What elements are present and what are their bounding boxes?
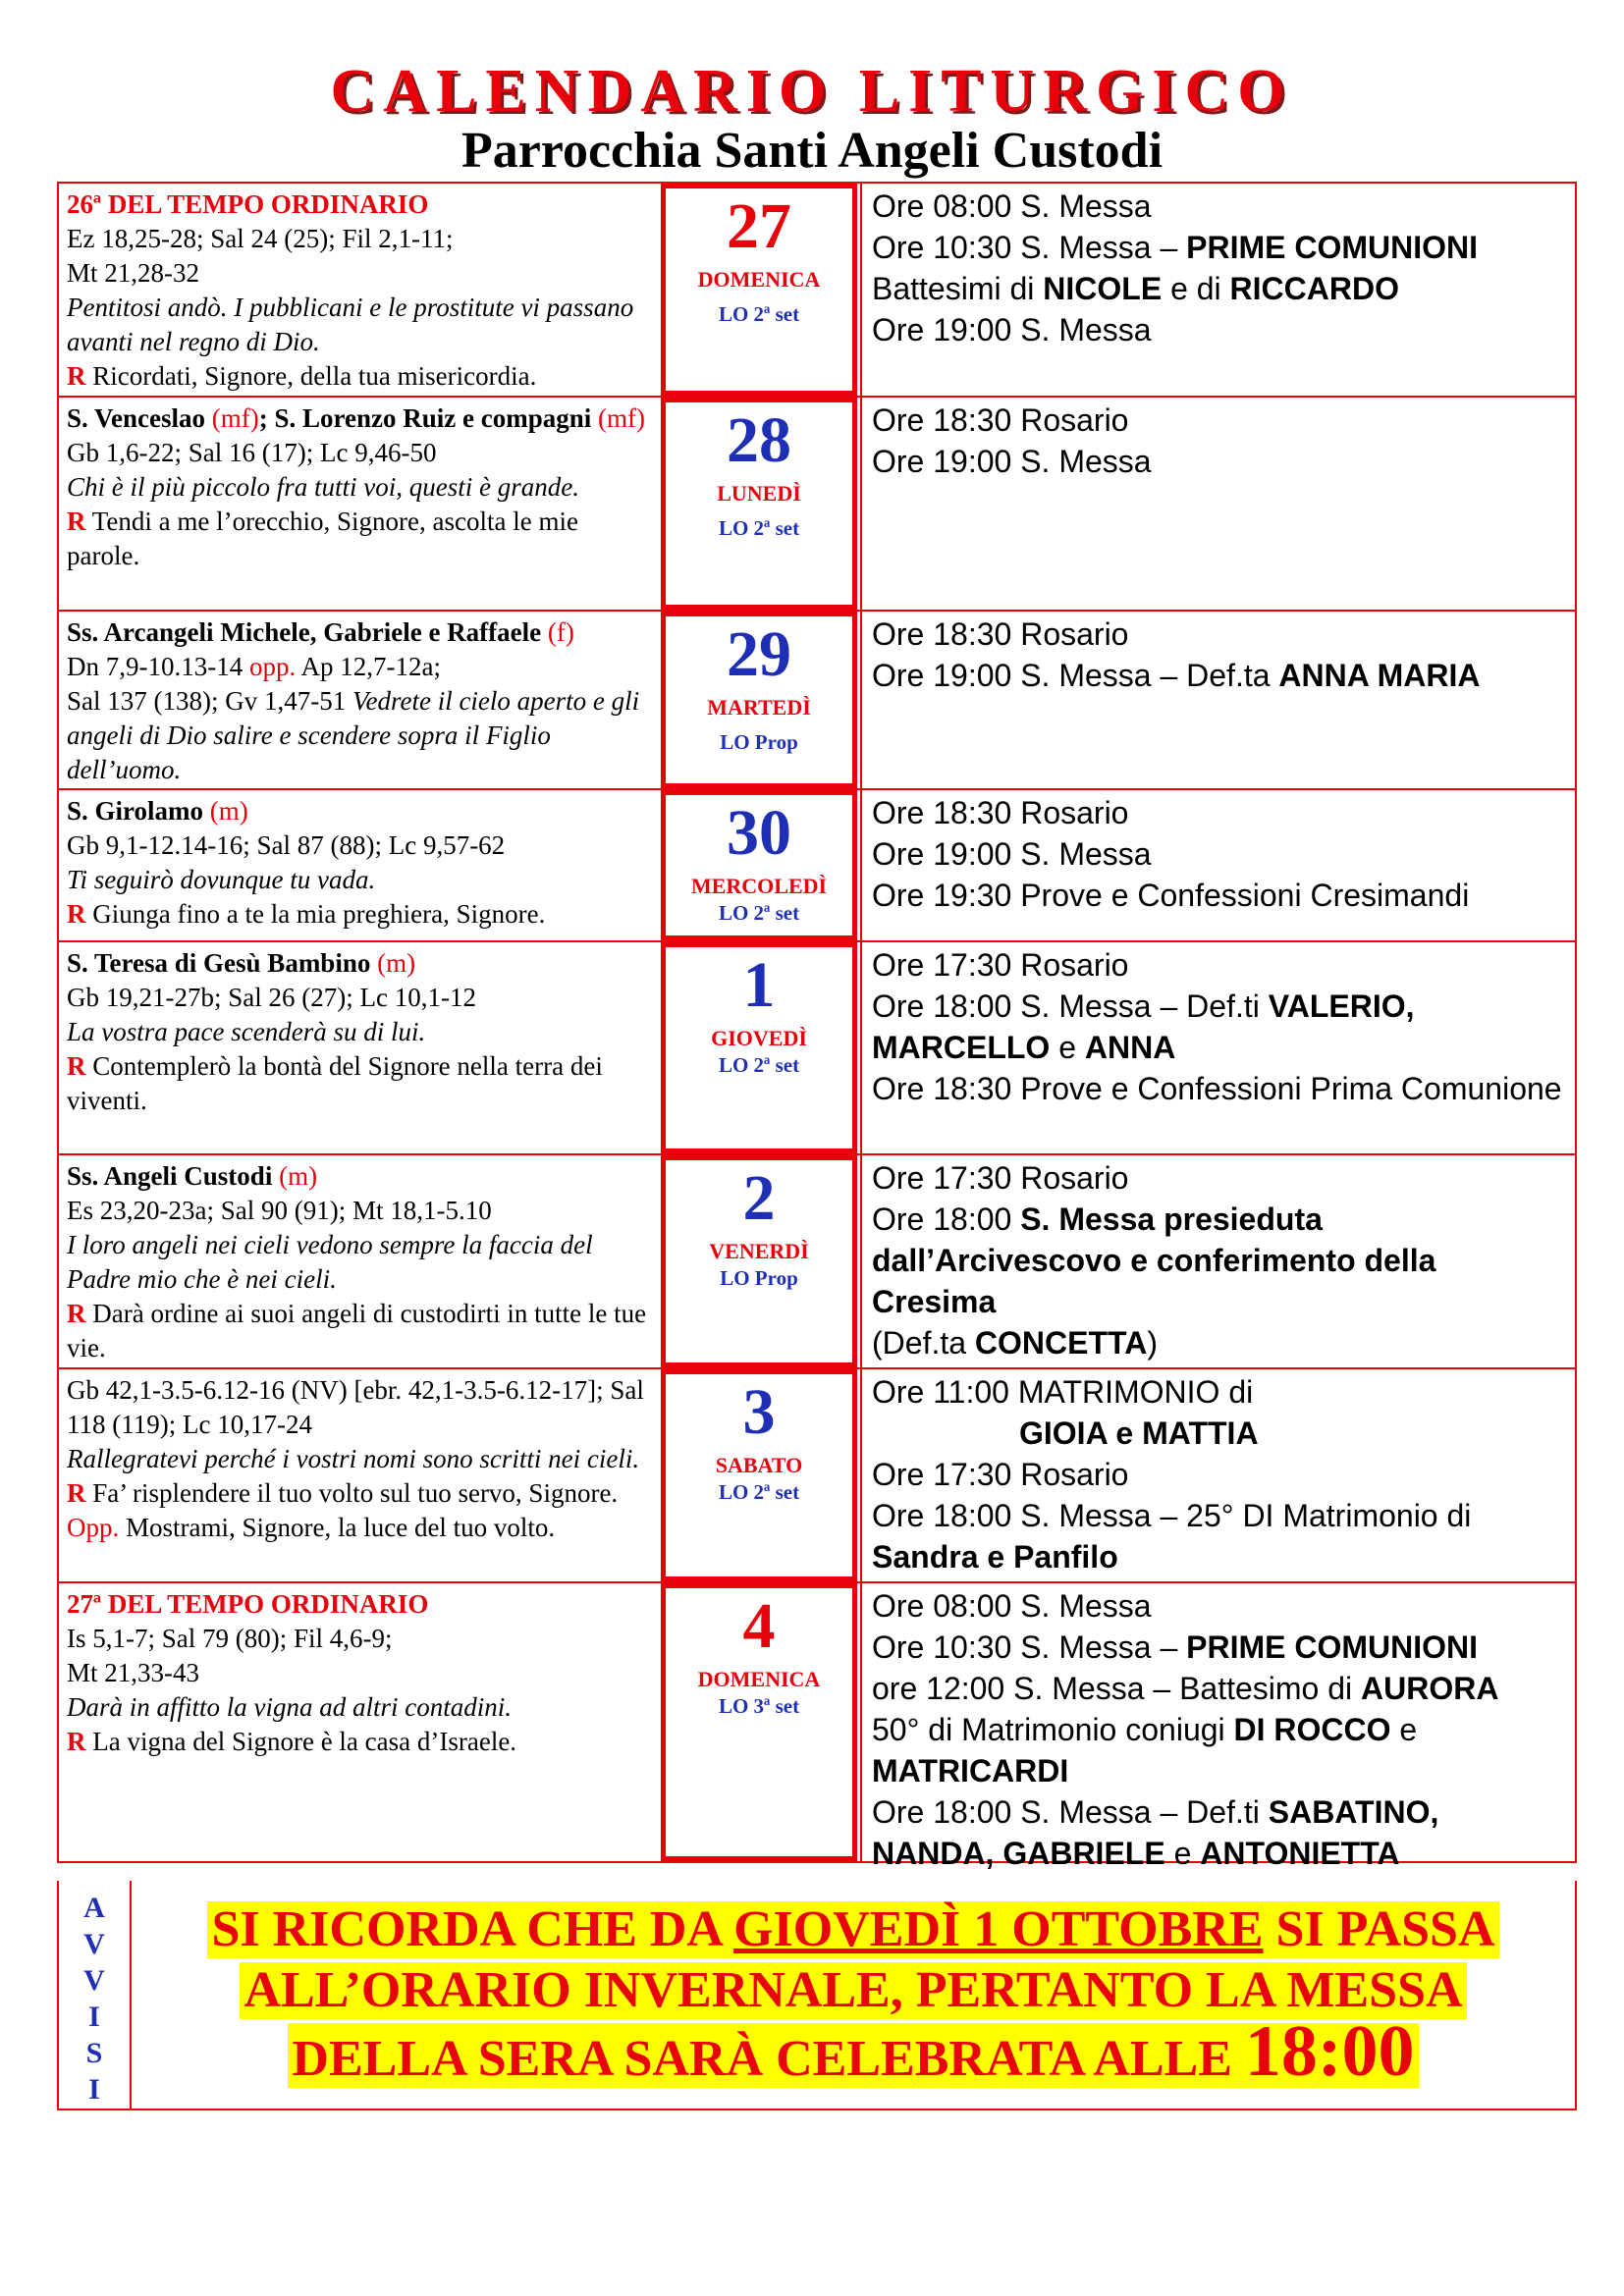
event: Ore 19:00 S. Messa – Def.ta ANNA MARIA [872, 658, 1481, 693]
gospel-quote: Darà in affitto la vigna ad altri contadini. [67, 1692, 513, 1722]
events-cell [860, 1583, 1575, 1871]
event: Ore 10:30 S. Messa – PRIME COMUNIONI [872, 1629, 1479, 1665]
date-cell [661, 1583, 857, 1861]
psalm-response: R Tendi a me l’orecchio, Signore, ascolta le mie parole. [67, 507, 578, 570]
readings-ref: Mt 21,28-32 [67, 258, 199, 288]
liturgy-hours: LO Prop [720, 730, 798, 754]
readings-ref: Gb 9,1-12.14-16; Sal 87 (88); Lc 9,57-62 [67, 830, 506, 860]
gospel-quote: Ti seguirò dovunque tu vada. [67, 865, 376, 894]
events-cell [860, 184, 1575, 396]
response-marker: R [67, 361, 86, 391]
events-cell [860, 1155, 1575, 1367]
event: Ore 18:30 Rosario [872, 795, 1129, 830]
notice-line: DELLA SERA SARÀ CELEBRATA ALLE 18:00 [288, 2023, 1418, 2088]
event: Ore 10:30 S. Messa – PRIME COMUNIONI [872, 230, 1479, 265]
event: ore 12:00 S. Messa – Battesimo di AURORA [872, 1671, 1499, 1706]
readings-cell [59, 1583, 658, 1861]
notices-letter: I [88, 2001, 100, 2033]
events-cell [860, 942, 1575, 1153]
calendar-row [59, 1369, 1575, 1583]
events-cell [860, 1369, 1575, 1581]
readings-cell [59, 612, 658, 788]
event: GIOIA e MATTIA [1019, 1415, 1259, 1451]
event: Sandra e Panfilo [872, 1539, 1118, 1575]
event: Ore 19:00 S. Messa [872, 444, 1152, 479]
liturgy-hours: LO 3ª set [718, 1694, 800, 1718]
calendar-table [57, 182, 1577, 1871]
feast-name: Ss. Arcangeli Michele, Gabriele e Raffaele (f) [67, 617, 574, 647]
liturgy-hours: LO 2ª set [718, 901, 800, 925]
event: Ore 18:00 S. Messa presieduta dall’Arcivescovo e conferimento della Cresima [872, 1201, 1436, 1319]
event: Ore 17:30 Rosario [872, 1160, 1129, 1196]
event: Ore 18:30 Prove e Confessioni Prima Comunione [872, 1071, 1562, 1106]
date-cell [661, 184, 857, 396]
notice-line: ALL’ORARIO INVERNALE, PERTANTO LA MESSA [240, 1962, 1466, 2019]
event: Ore 18:00 S. Messa – 25° DI Matrimonio di [872, 1498, 1472, 1533]
gospel-quote: I loro angeli nei cieli vedono sempre la faccia del Padre mio che è nei cieli. [67, 1230, 593, 1294]
readings-ref: Is 5,1-7; Sal 79 (80); Fil 4,6-9; [67, 1624, 393, 1653]
day-number: 29 [727, 618, 791, 690]
readings-ref: Sal 137 (138); Gv 1,47-51 Vedrete il cielo aperto e gli angeli di Dio salire e scendere sopra il Figlio dell’uomo. [67, 686, 640, 784]
event: 50° di Matrimonio coniugi DI ROCCO e MATRICARDI [872, 1712, 1418, 1789]
event: Ore 17:30 Rosario [872, 1457, 1129, 1492]
liturgy-hours: LO 2ª set [718, 1053, 800, 1077]
readings-ref: Dn 7,9-10.13-14 opp. Ap 12,7-12a; [67, 652, 441, 681]
event: Ore 18:30 Rosario [872, 616, 1129, 652]
event: Ore 19:00 S. Messa [872, 312, 1152, 347]
day-number: 3 [742, 1376, 776, 1448]
readings-ref: Ez 18,25-28; Sal 24 (25); Fil 2,1-11; [67, 224, 454, 253]
liturgy-hours: LO Prop [720, 1266, 798, 1290]
page-title: CALENDARIO LITURGICO [330, 58, 1294, 125]
notices-letter: I [88, 2073, 100, 2106]
event: Battesimi di NICOLE e di RICCARDO [872, 271, 1399, 306]
day-number: 2 [742, 1162, 776, 1234]
psalm-response: R Giunga fino a te la mia preghiera, Signore. [67, 899, 546, 929]
feast-name: 26ª DEL TEMPO ORDINARIO [67, 189, 429, 219]
date-cell [661, 612, 857, 788]
date-cell [661, 942, 857, 1153]
notice-line: SI RICORDA CHE DA GIOVEDÌ 1 OTTOBRE SI PASSA [207, 1901, 1498, 1958]
date-cell [661, 1369, 857, 1581]
readings-cell [59, 1155, 658, 1367]
date-cell [661, 398, 857, 610]
weekday: DOMENICA [697, 267, 821, 292]
feast-name: Ss. Angeli Custodi (m) [67, 1161, 318, 1191]
event: Ore 19:00 S. Messa [872, 836, 1152, 872]
readings-ref: Gb 1,6-22; Sal 16 (17); Lc 9,46-50 [67, 438, 437, 467]
weekday: LUNEDÌ [717, 481, 801, 506]
weekday: MERCOLEDÌ [690, 874, 828, 898]
weekday: GIOVEDÌ [711, 1026, 807, 1050]
notices-letter: A [83, 1892, 105, 1924]
readings-ref: Mt 21,33-43 [67, 1658, 199, 1687]
psalm-response: R Contemplerò la bontà del Signore nella terra dei viventi. [67, 1051, 603, 1115]
day-number: 28 [727, 404, 791, 476]
event: Ore 08:00 S. Messa [872, 1588, 1152, 1624]
day-number: 30 [727, 797, 791, 869]
notices-letter: V [83, 1928, 105, 1960]
feast-name: S. Venceslao (mf); S. Lorenzo Ruiz e compagni (mf) [67, 403, 645, 433]
calendar-row [59, 1155, 1575, 1369]
notice-message [132, 1881, 1575, 2109]
day-number: 4 [742, 1590, 776, 1662]
readings-cell [59, 184, 658, 396]
notices-letter: S [85, 2037, 103, 2069]
readings-ref: Gb 19,21-27b; Sal 26 (27); Lc 10,1-12 [67, 983, 476, 1012]
calendar-row [59, 942, 1575, 1155]
calendar-row [59, 790, 1575, 942]
psalm-response: R Darà ordine ai suoi angeli di custodirti in tutte le tue vie. [67, 1299, 647, 1362]
liturgy-hours: LO 2ª set [718, 516, 800, 540]
calendar-row [59, 398, 1575, 612]
weekday: DOMENICA [697, 1667, 821, 1691]
psalm-response: R La vigna del Signore è la casa d’Israele. [67, 1727, 517, 1756]
event: Ore 18:30 Rosario [872, 402, 1129, 438]
weekday: MARTEDÌ [707, 695, 811, 720]
event: Ore 08:00 S. Messa [872, 188, 1152, 224]
event: Ore 19:30 Prove e Confessioni Cresimandi [872, 878, 1470, 913]
events-cell [860, 612, 1575, 788]
readings-cell [59, 942, 658, 1153]
parish-name: Parrocchia Santi Angeli Custodi [460, 123, 1164, 179]
events-cell [860, 790, 1575, 940]
gospel-quote: Rallegratevi perché i vostri nomi sono scritti nei cieli. R Fa’ risplendere il tuo volto sul tuo servo, Signore. Opp. Mostrami, Signore, la luce del tuo volto. [67, 1444, 640, 1542]
feast-name: 27ª DEL TEMPO ORDINARIO [67, 1589, 429, 1619]
readings-ref: Gb 42,1-3.5-6.12-16 (NV) [ebr. 42,1-3.5-6.12-17]; Sal 118 (119); Lc 10,17-24 [67, 1375, 644, 1439]
notices-letter: V [83, 1964, 105, 1997]
readings-cell [59, 790, 658, 940]
calendar-row [59, 184, 1575, 398]
date-cell [661, 790, 857, 940]
gospel-quote: Pentitosi andò. I pubblicani e le prostitute vi passano avanti nel regno di Dio. [67, 293, 634, 356]
event: (Def.ta CONCETTA) [872, 1325, 1158, 1361]
weekday: VENERDÌ [709, 1239, 809, 1263]
response-text: Ricordati, Signore, della tua misericordia. [85, 361, 537, 391]
readings-cell [59, 1369, 658, 1581]
gospel-quote: Chi è il più piccolo fra tutti voi, questi è grande. [67, 472, 579, 502]
readings-cell [59, 398, 658, 610]
event: Ore 18:00 S. Messa – Def.ti VALERIO, MARCELLO e ANNA [872, 988, 1415, 1065]
calendar-row [59, 1583, 1575, 1871]
event: Ore 11:00 MATRIMONIO di [872, 1374, 1254, 1410]
feast-name: S. Teresa di Gesù Bambino (m) [67, 948, 416, 978]
date-cell [661, 1155, 857, 1367]
feast-name: S. Girolamo (m) [67, 796, 248, 826]
liturgy-hours: LO 2ª set [718, 1480, 800, 1504]
weekday: SABATO [715, 1453, 803, 1477]
events-cell [860, 398, 1575, 610]
notices-box [57, 1881, 1577, 2110]
event: Ore 18:00 S. Messa – Def.ti SABATINO, NANDA, GABRIELE e ANTONIETTA [872, 1794, 1439, 1871]
event: Ore 17:30 Rosario [872, 947, 1129, 983]
day-number: 27 [727, 190, 791, 262]
readings-ref: Es 23,20-23a; Sal 90 (91); Mt 18,1-5.10 [67, 1196, 492, 1225]
liturgy-hours: LO 2ª set [718, 302, 800, 326]
calendar-row [59, 612, 1575, 790]
psalm-response [67, 359, 650, 394]
day-number: 1 [742, 949, 776, 1021]
notices-label [59, 1881, 132, 2109]
gospel-quote: La vostra pace scenderà su di lui. [67, 1017, 426, 1046]
